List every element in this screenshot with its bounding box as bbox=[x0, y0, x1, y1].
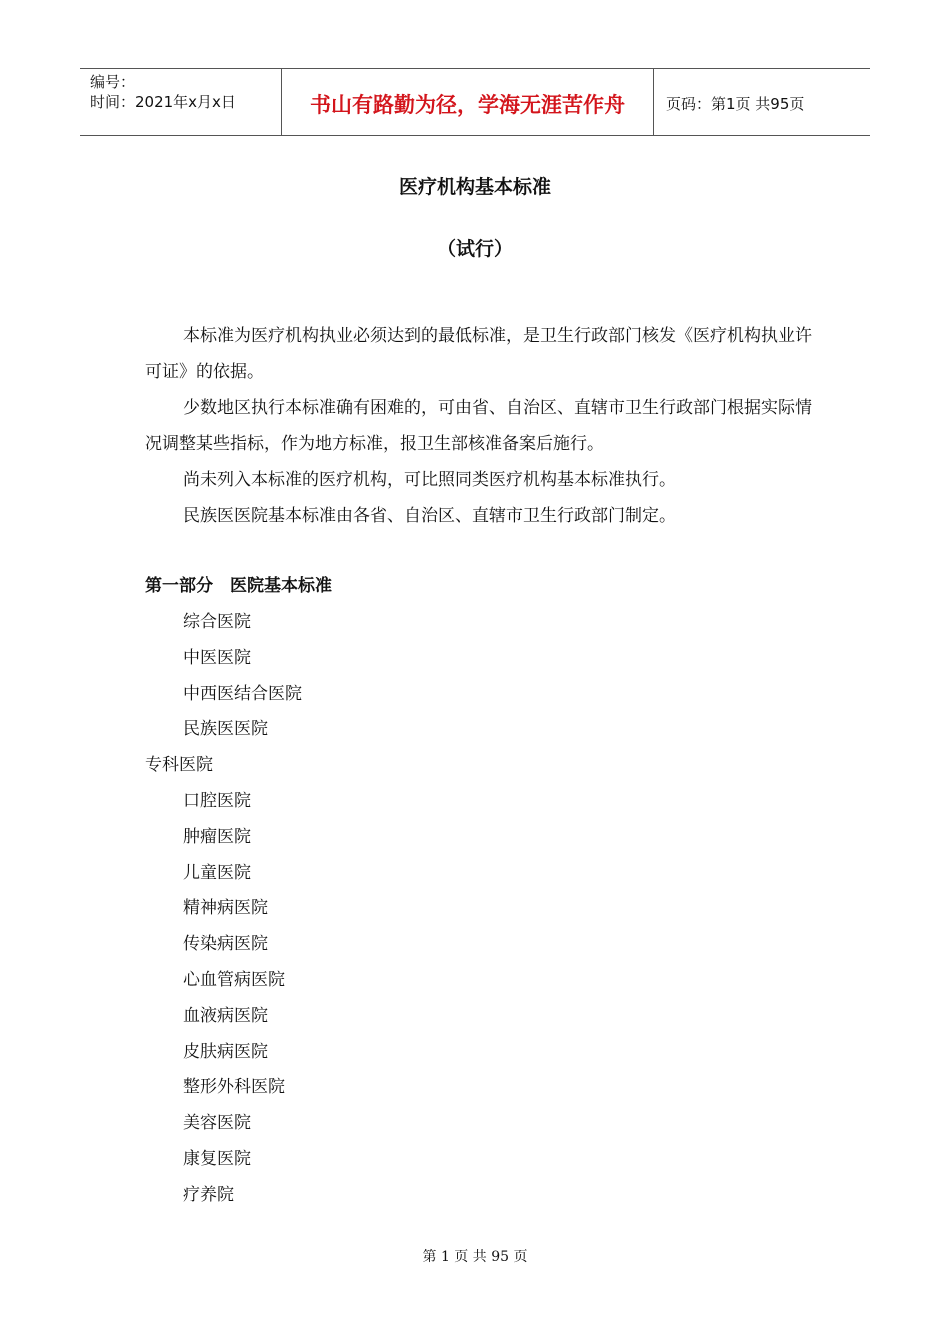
list-item: 心血管病医院 bbox=[183, 969, 285, 990]
list-item: 中医医院 bbox=[183, 647, 251, 668]
intro-paragraph: 民族医医院基本标准由各省、自治区、直辖市卫生行政部门制定。 bbox=[183, 506, 676, 526]
document-title: 医疗机构基本标准 bbox=[398, 176, 551, 198]
list-item: 中西医结合医院 bbox=[183, 683, 302, 704]
page-footer: 第 1 页 共 95 页 bbox=[422, 1249, 528, 1265]
list-item: 精神病医院 bbox=[183, 898, 268, 919]
list-item: 美容医院 bbox=[183, 1113, 251, 1134]
list-item: 儿童医院 bbox=[183, 862, 251, 883]
list-item: 专科医院 bbox=[145, 755, 213, 776]
list-item: 整形外科医院 bbox=[183, 1077, 285, 1098]
header-motto-cell bbox=[282, 69, 654, 135]
number-label: 编号： bbox=[90, 73, 136, 91]
date-label: 时间：2021年x月x日 bbox=[90, 93, 236, 111]
list-item: 康复医院 bbox=[183, 1148, 251, 1169]
header-table bbox=[80, 68, 870, 136]
intro-paragraph: 本标准为医疗机构执业必须达到的最低标准，是卫生行政部门核发《医疗机构执业许可证》的依据。 bbox=[145, 326, 812, 382]
list-item: 综合医院 bbox=[183, 612, 251, 632]
list-item: 肿瘤医院 bbox=[183, 826, 251, 847]
intro-paragraph: 少数地区执行本标准确有困难的，可由省、自治区、直辖市卫生行政部门根据实际情况调整某些指标，作为地方标准，报卫生部核准备案后施行。 bbox=[145, 398, 812, 454]
page-info: 页码：第1页 共95页 bbox=[666, 94, 805, 113]
intro-section bbox=[145, 318, 813, 534]
hospital-type-list bbox=[145, 605, 302, 1214]
list-item: 民族医医院 bbox=[183, 719, 268, 740]
header-page-cell bbox=[654, 69, 870, 135]
section-heading: 第一部分 医院基本标准 bbox=[145, 576, 332, 596]
list-item: 血液病医院 bbox=[183, 1005, 268, 1026]
motto-text: 书山有路勤为径，学海无涯苦作舟 bbox=[310, 93, 625, 117]
document-subtitle: （试行） bbox=[436, 238, 513, 260]
header-meta-cell bbox=[80, 69, 282, 135]
list-item: 皮肤病医院 bbox=[183, 1041, 268, 1062]
list-item: 传染病医院 bbox=[183, 934, 268, 955]
list-item: 疗养院 bbox=[183, 1184, 234, 1205]
list-item: 口腔医院 bbox=[183, 790, 251, 811]
intro-paragraph: 尚未列入本标准的医疗机构，可比照同类医疗机构基本标准执行。 bbox=[183, 470, 676, 490]
